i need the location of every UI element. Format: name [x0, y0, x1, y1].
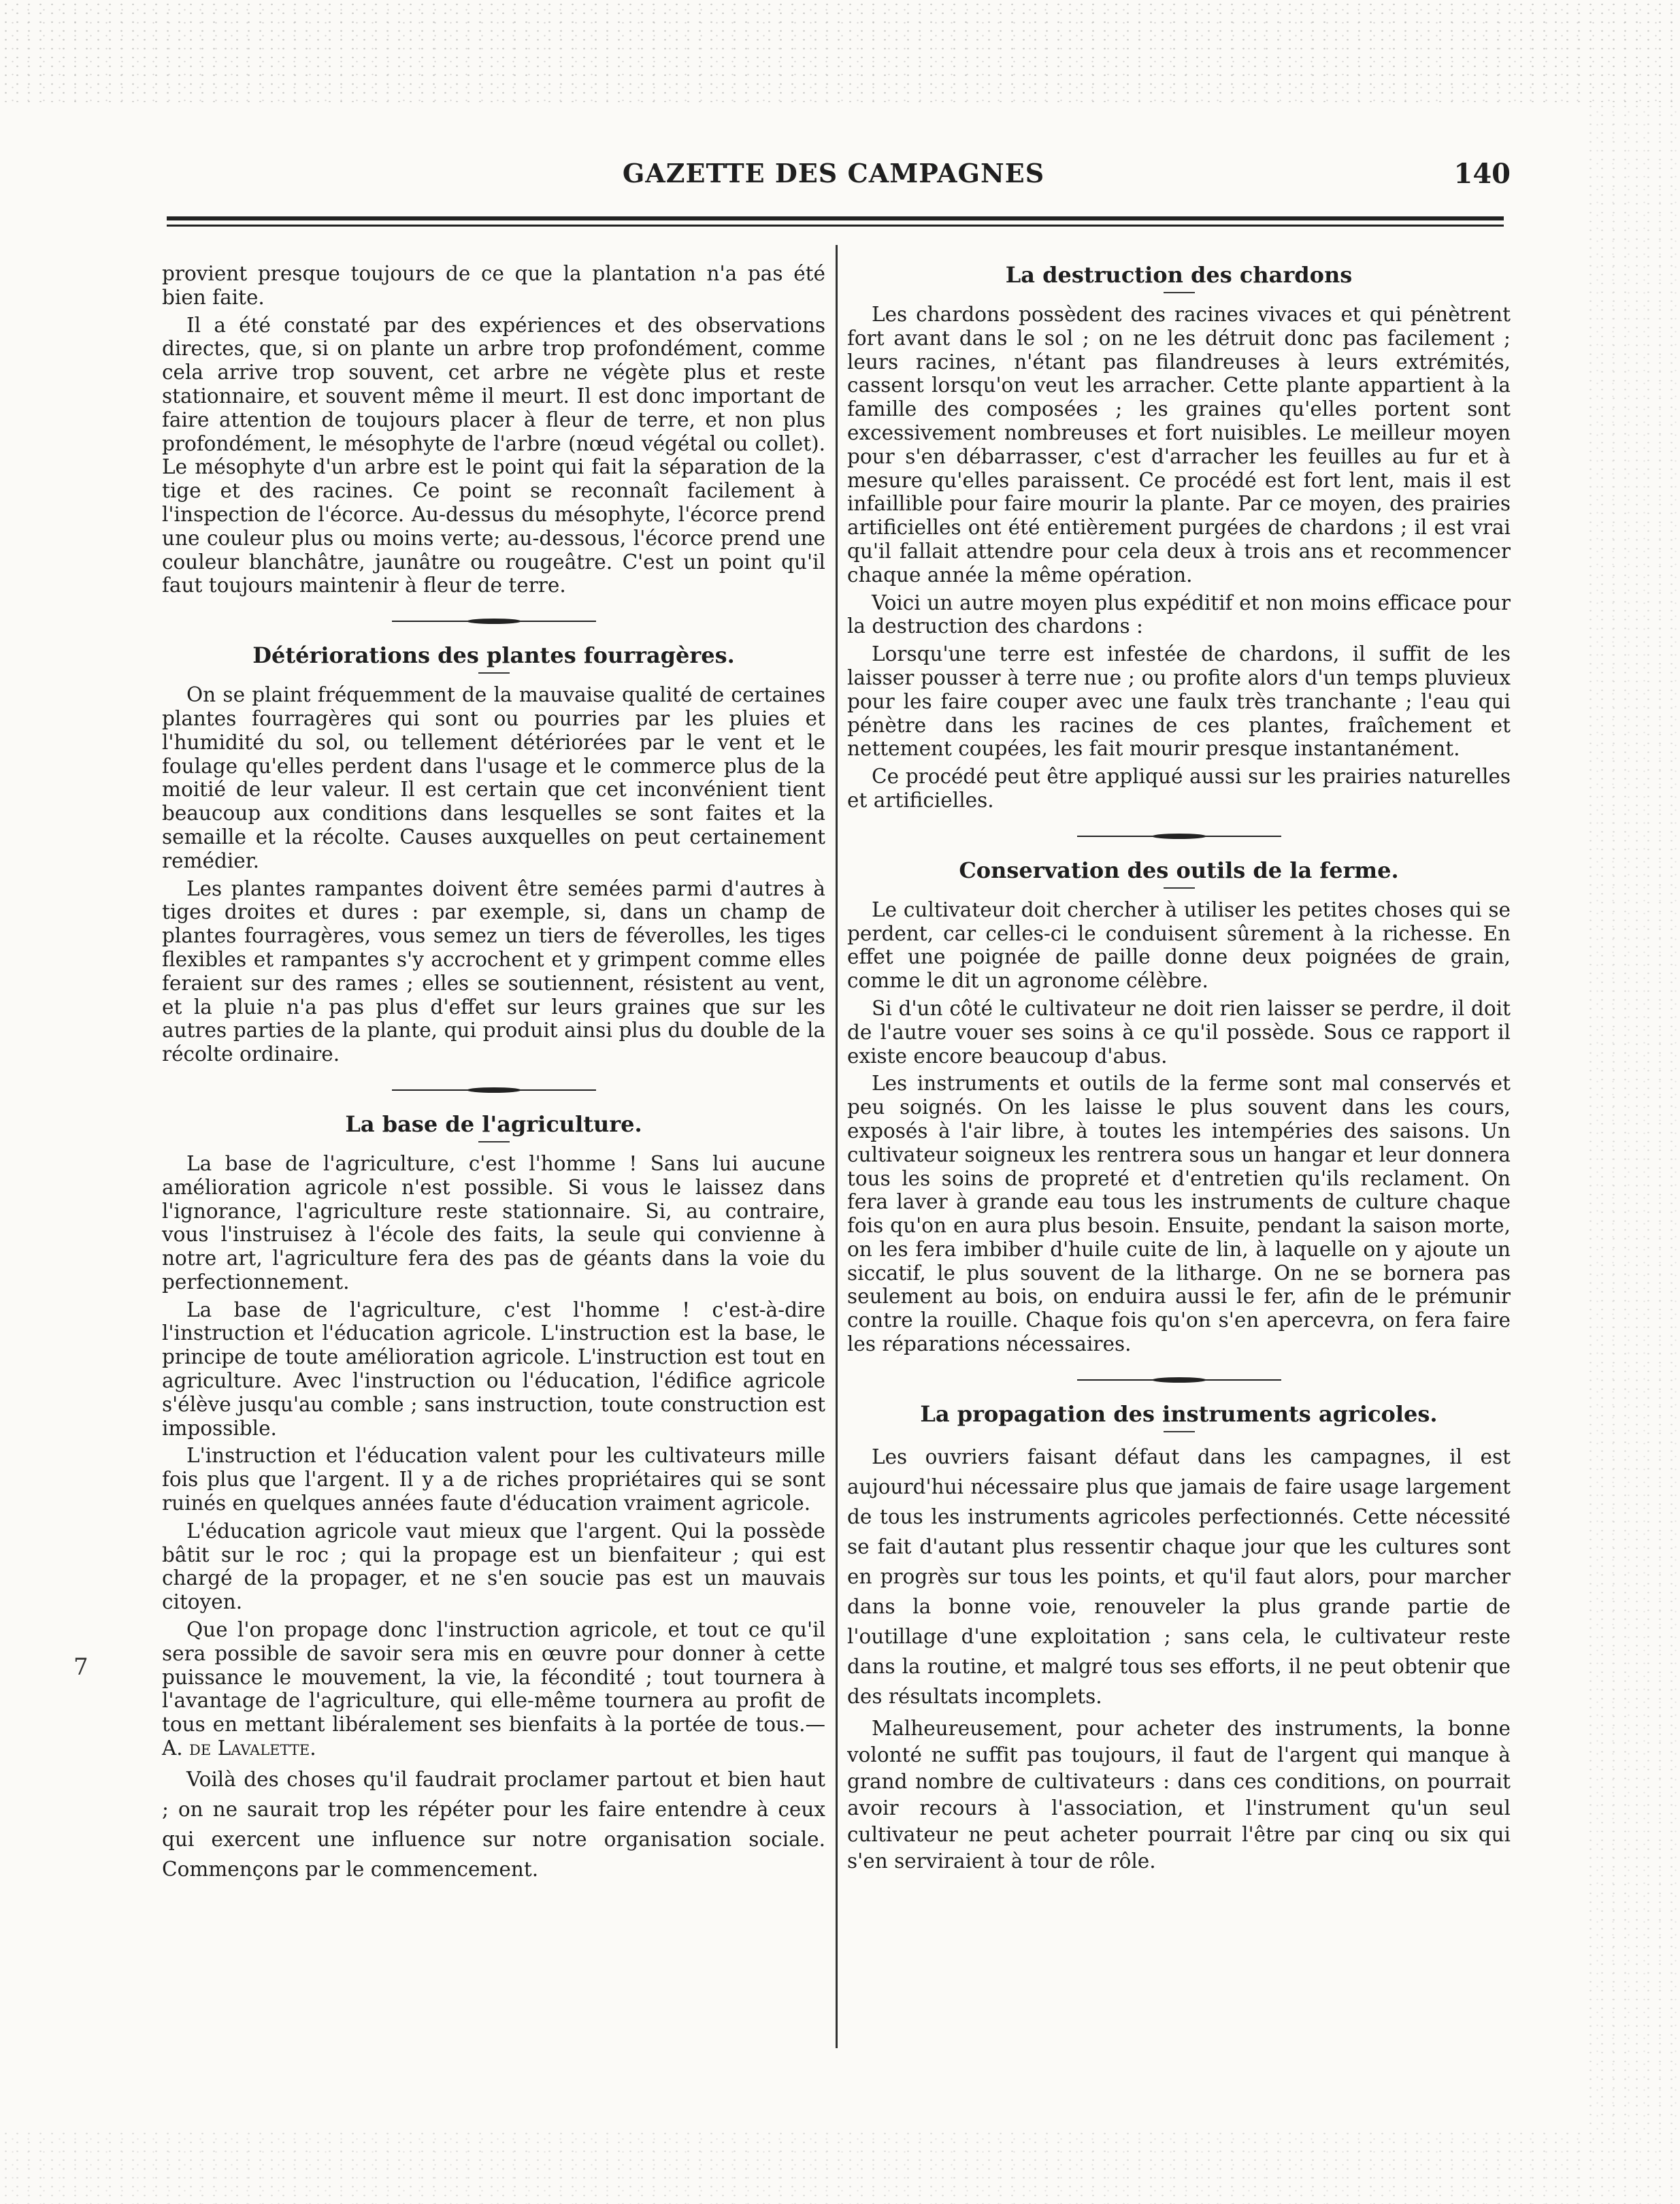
section-title: La base de l'agriculture. — [345, 1111, 642, 1137]
title-dash — [1164, 887, 1195, 889]
paragraph: Malheureusement, pour acheter des instruments, la bonne volonté ne suffit pas toujours, il faut de l'argent qui manque à grand nombre de cultivateurs : dans ces conditions, on pourrait avoir recours à l'association, et l'instrument qu'un seul cultivateur ne peut acheter pourrait l'être par cinq ou six qui s'en serviraient à tour de rôle. — [847, 1716, 1511, 1873]
left-column — [162, 262, 825, 1888]
title-dash — [478, 672, 510, 674]
margin-mark: 7 — [73, 1654, 88, 1681]
title-dash — [1164, 1431, 1195, 1432]
paragraph: La base de l'agriculture, c'est l'homme ! c'est-à-dire l'instruction et l'éducation agricole. L'instruction est la base, le principe de toute amélioration agricole. L'instruction est tout en agriculture. Avec l'instruction ou l'éducation, l'édifice agricole s'élève jusqu'au comble ; sans instruction, toute construction est impossible. — [162, 1298, 825, 1440]
paragraph: Les ouvriers faisant défaut dans les campagnes, il est aujourd'hui nécessaire plus que jamais de faire usage largement de tous les instruments agricoles perfectionnés. Cette nécessité se fait d'autant plus ressentir chaque jour que les cultures sont en progrès sur tous les points, et qu'il faut alors, pour marcher dans la bonne voie, renouveler la plus grande partie de l'outillage d'une exploitation ; sans cela, le cultivateur reste dans la routine, et malgré tous ses efforts, il ne peut obtenir que des résultats incomplets. — [847, 1445, 1511, 1708]
page-number: 140 — [1453, 158, 1511, 190]
paragraph: Lorsqu'une terre est infestée de chardons, il suffit de les laisser pousser à terre nue ; ou profite alors d'un temps pluvieux pour les faire couper avec une faulx très tranchante ; l'eau qui pénètre dans les racines de ces plantes, fraîchement et nettement coupées, les fait mourir presque instantanément. — [847, 642, 1511, 761]
section-separator — [1077, 1377, 1281, 1383]
title-dash — [1164, 292, 1195, 293]
page-header — [157, 158, 1511, 199]
column-divider — [836, 245, 838, 2048]
section-title: Conservation des outils de la ferme. — [959, 857, 1399, 883]
header-rule — [167, 216, 1504, 227]
section-separator — [1077, 833, 1281, 840]
author-signature: A. de Lavalette. — [162, 1737, 316, 1760]
scan-noise-top — [0, 0, 1680, 102]
paragraph: Le cultivateur doit chercher à utiliser les petites choses qui se perdent, car celles-ci le conduisent sûrement à la richesse. En effet une poignée de paille donne deux poignées de grain, comme le dit un agronome célèbre. — [847, 898, 1511, 993]
section-title: Détériorations des plantes fourragères. — [252, 642, 735, 669]
paragraph: Si d'un côté le cultivateur ne doit rien laisser se perdre, il doit de l'autre vouer ses soins à ce qu'il possède. Sous ce rapport il existe encore beaucoup d'abus. — [847, 996, 1511, 1068]
paragraph-text: Que l'on propage donc l'instruction agricole, et tout ce qu'il sera possible de savoir sera mis en œuvre pour donner à cette puissance le mouvement, la vie, la fécondité ; tout tournera à l'avantage de l'agriculture, qui elle-même tournera au profit de tous en mettant libéralement ses bienfaits à la portée de tous.— — [162, 1618, 825, 1737]
paragraph: Les plantes rampantes doivent être semées parmi d'autres à tiges droites et dures : par exemple, si, dans un champ de plantes fourragères, vous semez un tiers de féverolles, les tiges flexibles et rampantes s'y accrochent et y grimpent comme elles feraient sur des rames ; elles se soutiennent, résistent au vent, et la pluie n'a pas plus d'effet sur leurs graines que sur les autres parties de la plante, qui produit ainsi plus du double de la récolte ordinaire. — [162, 876, 825, 1066]
newspaper-title: GAZETTE DES CAMPAGNES — [622, 158, 1045, 188]
paragraph: L'instruction et l'éducation valent pour les cultivateurs mille fois plus que l'argent. Il y a de riches propriétaires qui se sont ruinés en quelques années faute d'éducation vraiment agricole. — [162, 1444, 825, 1515]
paragraph: Les instruments et outils de la ferme sont mal conservés et peu soignés. On les laisse le plus souvent dans les cours, exposés à l'air libre, à toutes les intempéries des saisons. Un cultivateur soigneux les rentrera sous un hangar et leur donnera tous les soins de propreté et d'entretien qu'ils reclament. On fera laver à grande eau tous les instruments de culture chaque fois qu'on en aura plus besoin. Ensuite, pendant la saison morte, on les fera imbiber d'huile cuite de lin, à laquelle on y ajoute un siccatif, le plus souvent de la litharge. On ne se bornera pas seulement au bois, on enduira aussi le fer, afin de le prémunir contre la rouille. Chaque fois qu'on s'en apercevra, on fera faire les réparations nécessaires. — [847, 1072, 1511, 1356]
scan-noise-bottom — [0, 2129, 1680, 2204]
paragraph: La base de l'agriculture, c'est l'homme ! Sans lui aucune amélioration agricole n'est possible. Si vous le laissez dans l'ignorance, l'agriculture reste stationnaire. Si, au contraire, vous l'instruisez à l'école des faits, la seule qui convienne à notre art, l'agriculture fera des pas de géants dans la voie du perfectionnement. — [162, 1151, 825, 1294]
paragraph: Ce procédé peut être appliqué aussi sur les prairies naturelles et artificielles. — [847, 765, 1511, 812]
paragraph: Voilà des choses qu'il faudrait proclamer partout et bien haut ; on ne saurait trop les répéter pour les faire entendre à ceux qui exercent une influence sur notre organisation sociale. Commençons par le commencement. — [162, 1767, 825, 1881]
paragraph: Les chardons possèdent des racines vivaces et qui pénètrent fort avant dans le sol ; on ne les détruit donc pas facilement ; leurs racines, n'étant pas filandreuses à leurs extrémités, cassent lorsqu'on veut les arracher. Cette plante appartient à la famille des composées ; les graines qu'elles portent sont excessivement nombreuses et fort nuisibles. Le meilleur moyen pour s'en débarrasser, c'est d'arracher les feuilles au fur et à mesure qu'elles paraissent. Ce procédé est fort lent, mais il est infaillible pour faire mourir la plante. Par ce moyen, des prairies artificielles ont été entièrement purgées de chardons ; il est vrai qu'il fallait attendre pour cela deux à trois ans et recommencer chaque année la même opération. — [847, 303, 1511, 587]
paragraph: Il a été constaté par des expériences et des observations directes, que, si on plante un arbre trop profondément, comme cela arrive trop souvent, cet arbre ne végète plus et reste stationnaire, et souvent même il meurt. Il est donc important de faire attention de toujours placer à fleur de terre, et non plus profondément, le mésophyte de l'arbre (nœud végétal ou collet). Le mésophyte d'un arbre est le point qui fait la séparation de la tige et des racines. Ce point se reconnaît facilement à l'inspection de l'écorce. Au-dessus du mésophyte, l'écorce prend une couleur plus ou moins verte; au-dessous, l'écorce prend une couleur blanchâtre, jaunâtre ou rougeâtre. C'est un point qu'il faut toujours maintenir à fleur de terre. — [162, 313, 825, 597]
section-separator — [392, 1087, 596, 1093]
paragraph — [162, 1618, 825, 1760]
section-title: La destruction des chardons — [1005, 262, 1353, 288]
paragraph: Voici un autre moyen plus expéditif et non moins efficace pour la destruction des chardons : — [847, 591, 1511, 638]
paragraph: On se plaint fréquemment de la mauvaise qualité de certaines plantes fourragères qui sont ou pourries par les pluies et l'humidité du sol, ou tellement détériorées par le vent et le foulage qu'elles perdent dans l'usage et le commerce plus de la moitié de leur valeur. Il est certain que cet inconvénient tient beaucoup aux conditions dans lesquelles se sont faites et la semaille et la récolte. Causes auxquelles on peut certainement remédier. — [162, 683, 825, 872]
paragraph: L'éducation agricole vaut mieux que l'argent. Qui la possède bâtit sur le roc ; qui la propage est un bienfaiteur ; qui est chargé de la propager, et ne s'en soucie pas est un mauvais citoyen. — [162, 1519, 825, 1614]
title-dash — [478, 1141, 510, 1142]
right-column — [847, 262, 1511, 1879]
section-title: La propagation des instruments agricoles. — [920, 1400, 1438, 1427]
section-separator — [392, 618, 596, 625]
scan-noise-right — [1585, 102, 1680, 2130]
paragraph: provient presque toujours de ce que la plantation n'a pas été bien faite. — [162, 262, 825, 309]
